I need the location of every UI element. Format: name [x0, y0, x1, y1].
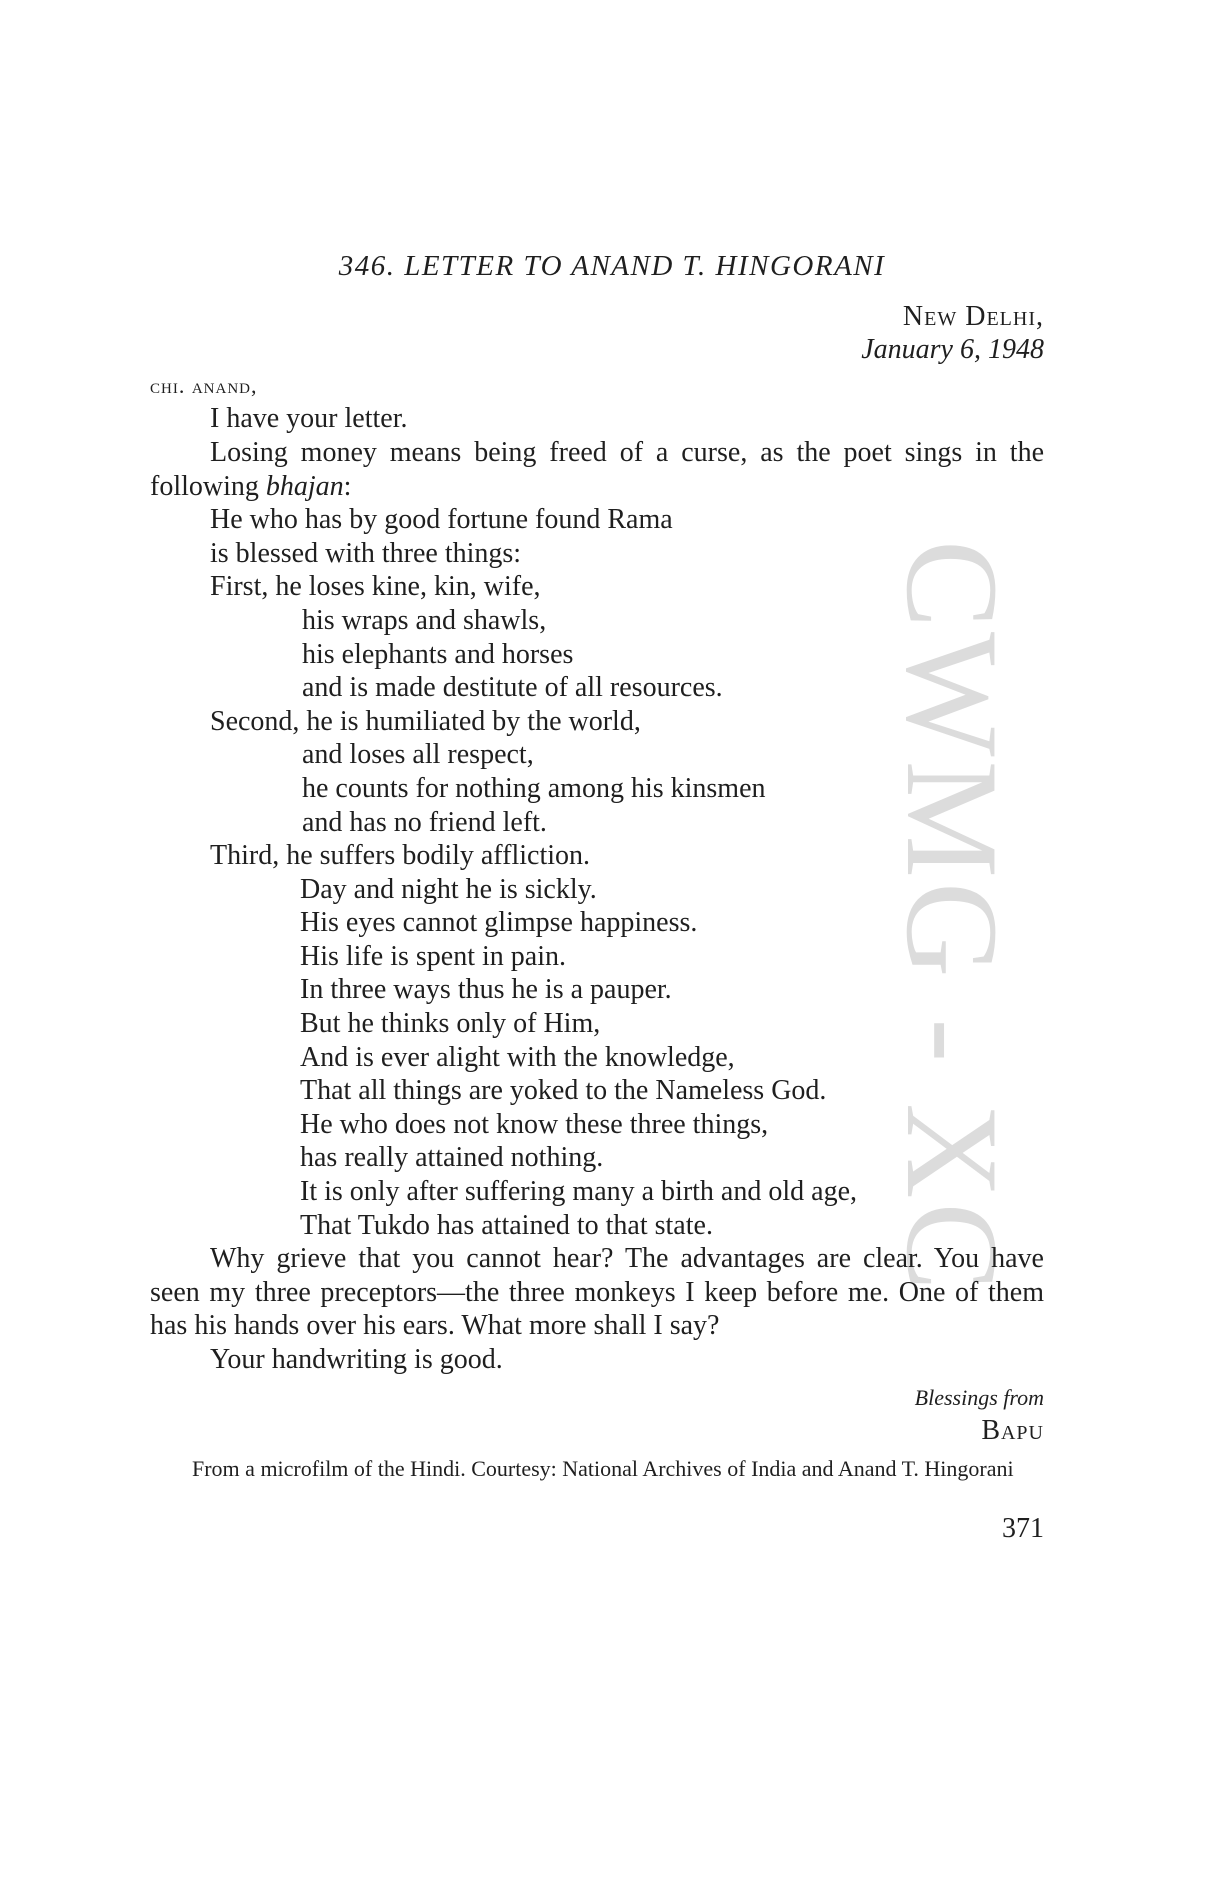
verse-line: his wraps and shawls,: [302, 604, 547, 636]
closing: [150, 1381, 1044, 1448]
verse-line: has really attained nothing.: [300, 1142, 604, 1174]
verse-line: his elephants and horses: [302, 638, 574, 670]
paragraph-1: I have your letter.: [210, 403, 408, 435]
signature: Bapu: [981, 1415, 1044, 1447]
place-date-block: [150, 300, 1044, 367]
verse: [150, 503, 1044, 1242]
verse-line: That all things are yoked to the Nameless God.: [300, 1075, 827, 1107]
source-note: From a microfilm of the Hindi. Courtesy: National Archives of India and Anand T. Hingorani: [192, 1455, 1014, 1481]
verse-line: Second, he is humiliated by the world,: [210, 705, 641, 737]
blessing: Blessings from: [914, 1384, 1044, 1410]
bhajan-word: bhajan: [265, 470, 344, 502]
verse-line: And is ever alight with the knowledge,: [300, 1041, 735, 1073]
page-number: 371: [1002, 1512, 1044, 1544]
verse-line: He who does not know these three things,: [300, 1108, 769, 1140]
paragraph-2-end: :: [343, 470, 352, 502]
verse-line: First, he loses kine, kin, wife,: [210, 571, 541, 603]
verse-line: But he thinks only of Him,: [300, 1008, 601, 1040]
verse-line: Third, he suffers bodily affliction.: [210, 840, 590, 872]
place: New Delhi,: [902, 300, 1044, 332]
verse-line: He who has by good fortune found Rama: [210, 504, 673, 536]
verse-line: It is only after suffering many a birth and old age,: [300, 1176, 857, 1208]
letter-heading: 346. LETTER TO ANAND T. HINGORANI: [338, 250, 886, 282]
document-page: [150, 250, 1044, 1545]
paragraph-3: Why grieve that you cannot hear? The advantages are clear. You have seen my three preceptors—the three monkeys I keep before me. One of them has his hands over his ears. What more shall I say?: [150, 1243, 1044, 1342]
verse-line: Day and night he is sickly.: [300, 873, 597, 905]
verse-line: His life is spent in pain.: [300, 940, 566, 972]
verse-line: and loses all respect,: [302, 739, 534, 771]
verse-line: and has no friend left.: [302, 806, 547, 838]
paragraph-4: Your handwriting is good.: [210, 1344, 503, 1375]
watermark: CWMG - XC: [879, 540, 1026, 1295]
verse-line: he counts for nothing among his kinsmen: [302, 772, 766, 804]
paragraph-2: [150, 436, 1044, 503]
verse-line: and is made destitute of all resources.: [302, 672, 723, 704]
verse-line: In three ways thus he is a pauper.: [300, 974, 672, 1006]
verse-line: His eyes cannot glimpse happiness.: [300, 907, 698, 939]
verse-line: is blessed with three things:: [210, 537, 522, 569]
date: January 6, 1948: [861, 334, 1044, 366]
verse-line: That Tukdo has attained to that state.: [300, 1209, 713, 1241]
salutation: chi. anand,: [150, 372, 258, 398]
paragraph-2-lead: Losing money means being freed of a curse, as the poet sings in the following: [150, 436, 1044, 502]
